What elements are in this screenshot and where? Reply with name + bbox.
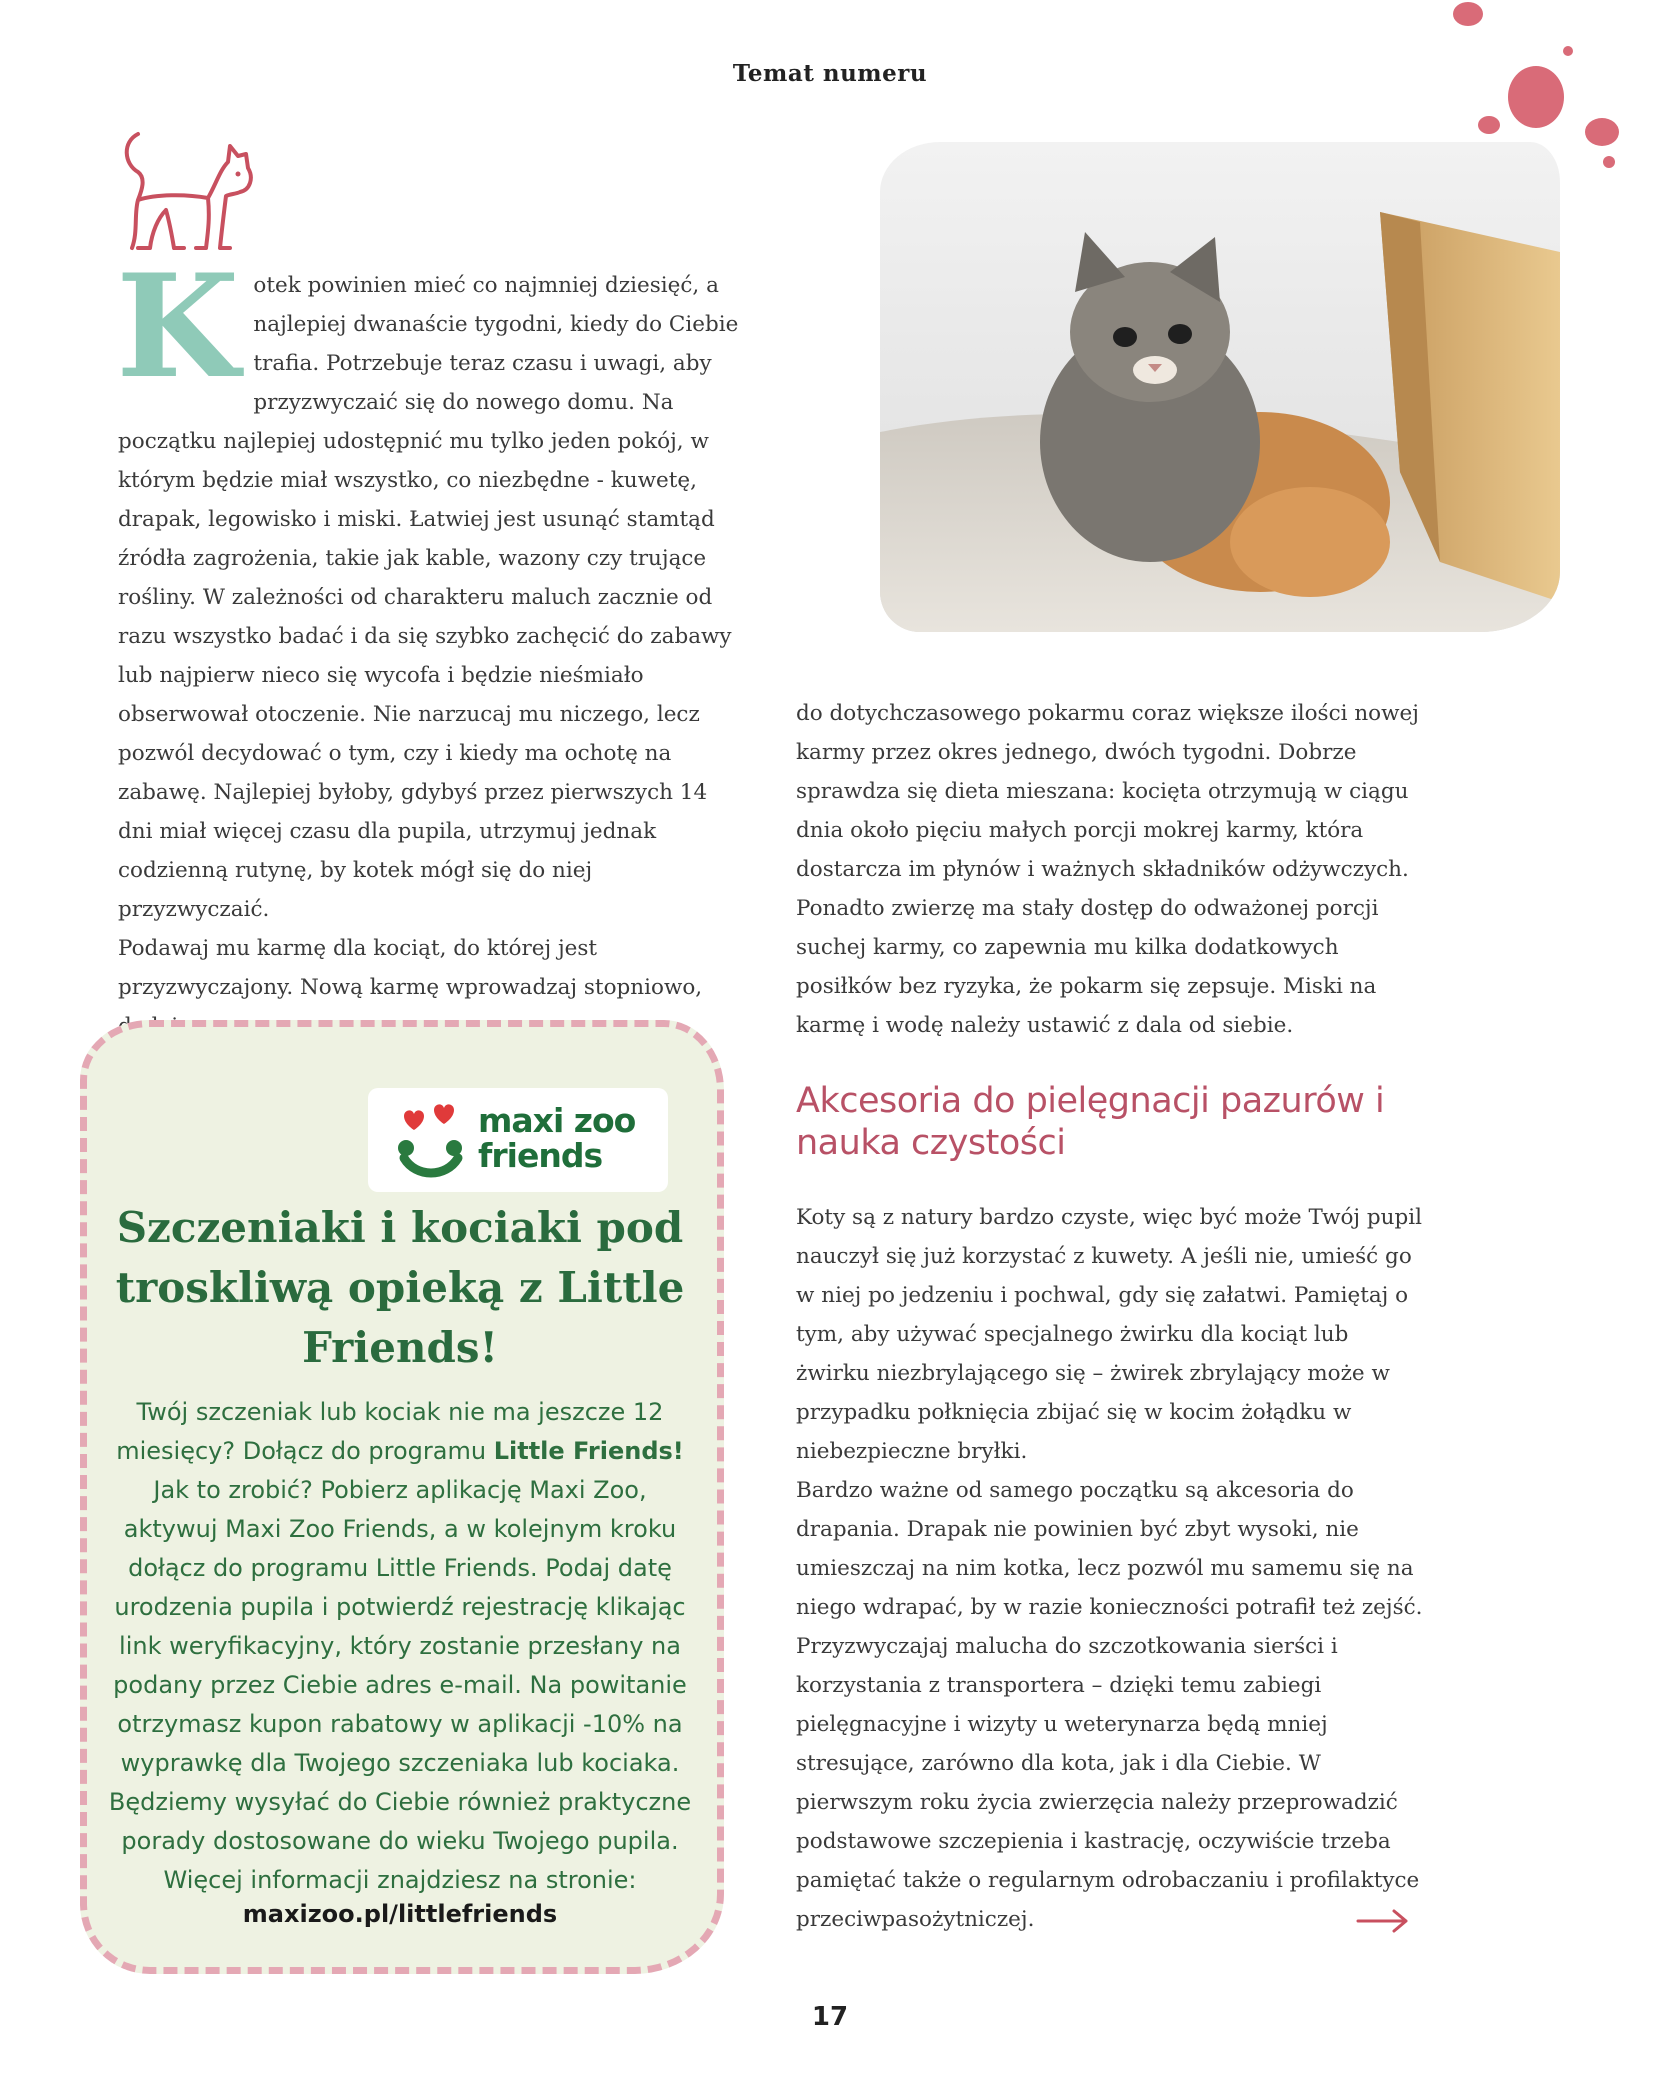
intro-paragraph: a najlepiej dwanaście tygodni, kiedy do Ciebie trafia. Potrzebuje teraz czasu i uwagi, aby przyzwyczaić się do nowego domu. Na początku najlepiej udostępnić mu tylko jeden pokój, w którym będzie miał wszystko, co niezbędne - kuwetę, drapak, legowisko i miski. Łatwiej jest usunąć stamtąd źródła zagrożenia, takie jak kable, wazony czy trujące rośliny. W zależności od charakteru maluch zacznie od razu wszystko badać i da się szybko zachęcić do zabawy lub najpierw nieco się wycofa i będzie nieśmiało obserwował otoczenie. Nie narzucaj mu niczego, lecz pozwól decydować o tym, czy i kiedy ma ochotę na zabawę. Najlepiej byłoby, gdybyś przez pierwszych 14 dni miał więcej czasu dla pupila, utrzymuj jednak codzienną rutynę, by kotek mógł się do niej przyzwyczaić. [118,273,739,922]
decor-dot [1508,66,1564,128]
promo-body-steps: Jak to zrobić? Pobierz aplikację Maxi Zoo, aktywuj Maxi Zoo Friends, a w kolejnym kroku dołącz do programu Little Friends. Podaj datę urodzenia pupila i potwierdź rejestrację klikając link weryfikacyjny, który zostanie przesłany na podany przez Ciebie adres e-mail. Na powitanie otrzymasz kupon rabatowy w aplikacji -10% na wyprawkę dla Twojego szczeniaka lub kociaka. Będziemy wysyłać do Ciebie również praktyczne porady dostosowane do wieku Twojego pupila. Więcej informacji znajdziesz na stronie: [108,1476,692,1894]
logo-line-friends: friends [478,1136,603,1175]
maxi-zoo-logo-icon [390,1102,472,1180]
promo-title: Szczeniaki i kociaki pod troskliwą opieką z Little Friends! [115,1203,685,1372]
decor-dot [1585,118,1619,146]
intro-first-line: otek powinien mieć co najmniej dziesięć, [253,273,700,298]
feeding-continued-paragraph: do dotychczasowego pokarmu coraz większe ilości nowej karmy przez okres jednego, dwóch tygodni. Dobrze sprawdza się dieta mieszana: kocięta otrzymują w ciągu dnia około pięciu małych porcji mokrej karmy, która dostarcza im płynów i ważnych składników odżywczych. Ponadto zwierzę ma stały dostęp do odważonej porcji suchej karmy, co zapewnia mu kilka dodatkowych posiłków bez ryzyka, że pokarm się zepsuje. Miski na karmę i wodę należy ustawić z dala od siebie. [796,701,1419,1038]
decor-dot [1478,116,1500,134]
dropcap: K [116,244,240,410]
promo-link[interactable]: maxizoo.pl/littlefriends [242,1900,558,1928]
intro-text [116,244,746,1046]
feeding-continued [796,694,1426,1045]
promo-body [105,1393,695,1900]
feeding-paragraph: Podawaj mu karmę dla kociąt, do której jest przyzwyczajony. Nową karmę wprowadzaj stopniowo, [118,936,703,1000]
section-label: Temat numeru [732,60,928,87]
kitten-photo [880,142,1560,632]
scratching-paragraph: Bardzo ważne od samego początku są akcesoria do drapania. Drapak nie powinien być zbyt wysoki, nie umieszczaj na nim kotka, lecz pozwól mu samemu się na niego wdrapać, by w razie konieczności potrafił też zejść. Przyzwyczajaj malucha do szczotkowania sierści i korzystania z transportera – dzięki temu zabiegi pielęgnacyjne i wizyty u weterynarza będą mniej stresujące, zarówno dla kota, jak i dla Ciebie. W pierwszym roku życia zwierzęcia należy przeprowadzić podstawowe szczepienia i kastrację, oczywiście trzeba pamiętać także o regularnym odrobaczaniu i profilaktyce przeciwpasożytniczej. [796,1478,1423,1932]
page-number: 17 [811,2002,849,2032]
decor-dot [1563,46,1573,56]
maxi-zoo-logo-text [478,1103,658,1173]
decor-dot [1453,2,1483,26]
hygiene-text [796,1198,1426,1939]
litter-paragraph: Koty są z natury bardzo czyste, więc być może Twój pupil nauczył się już korzystać z kuwety. A jeśli nie, umieść go w niej po jedzeniu i pochwal, gdy się załatwi. Pamiętaj o tym, aby używać specjalnego żwirku dla kociąt lub żwirku niezbrylającego się – żwirek zbrylający może w przypadku połknięcia zbijać się w kocim żołądku w niebezpieczne bryłki. [796,1205,1423,1464]
kitten-photo-illustration [880,142,1560,632]
promo-body-intro: Twój szczeniak lub kociak nie ma jeszcze 12 miesięcy? Dołącz do programu [116,1398,664,1465]
cat-outline-icon [116,128,256,258]
subheading-claws-hygiene: Akcesoria do pielęgnacji pazurów i nauka czystości [796,1081,1385,1163]
decor-dot [1603,156,1615,168]
logo-line-maxi-zoo: maxi zoo [478,1101,636,1140]
promo-program-name: Little Friends! [493,1437,684,1465]
arrow-right-icon [1356,1908,1410,1934]
